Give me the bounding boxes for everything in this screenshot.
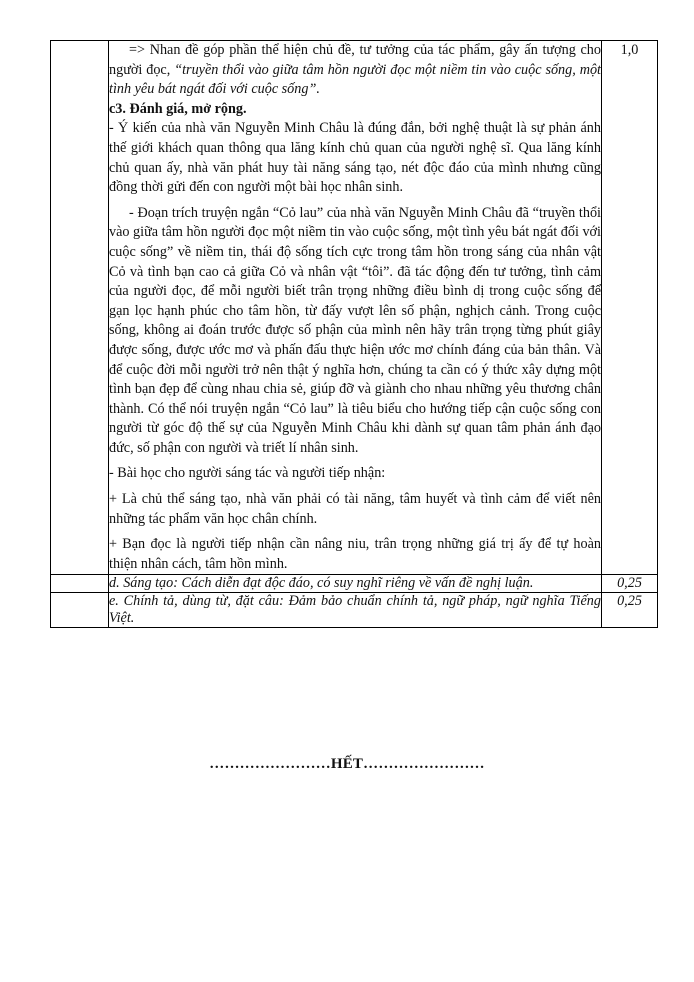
conclusion-quote: “truyền thổi vào giữa tâm hồn người đọc một niềm tin vào cuộc sống, một tình yêu bát ngát đối với cuộc sống”. bbox=[109, 61, 601, 98]
lesson-heading: - Bài học cho người sáng tác và người tiếp nhận: bbox=[109, 465, 386, 482]
spelling-criterion: e. Chính tả, dùng từ, đặt câu: Đảm bảo chuẩn chính tả, ngữ pháp, ngữ nghĩa Tiếng Việt. bbox=[109, 593, 601, 627]
end-marker: ……………………HẾT…………………… bbox=[209, 756, 485, 772]
spelling-score: 0,25 bbox=[602, 593, 658, 628]
empty-section-cell bbox=[51, 593, 109, 628]
section-heading: c3. Đánh giá, mở rộng. bbox=[109, 100, 247, 117]
answer-content-cell bbox=[109, 41, 602, 575]
creativity-row bbox=[51, 575, 658, 593]
spelling-row bbox=[51, 593, 658, 628]
evaluation-paragraph: - Ý kiến của nhà văn Nguyễn Minh Châu là đúng đắn, bởi nghệ thuật là sự phản ánh thế giới khách quan thông qua lăng kính chủ quan của người nghệ sĩ. Qua lăng kính chủ quan ấy, nhà văn phát huy tài năng sáng tạo, nét độc đáo của mình nhưng cũng đồng thời gửi đến con người một bài học nhân sinh. bbox=[109, 120, 601, 196]
conclusion-lead: => Nhan đề góp phần thể hiện chủ đề, tư tưởng của tác phẩm, gây ấn tượng cho người đọc, bbox=[109, 42, 601, 78]
creativity-criterion: d. Sáng tạo: Cách diễn đạt độc đáo, có suy nghĩ riêng về vấn đề nghị luận. bbox=[109, 575, 602, 593]
conclusion-paragraph bbox=[109, 41, 601, 100]
empty-section-cell bbox=[51, 575, 109, 593]
empty-section-cell bbox=[51, 41, 109, 575]
lesson-author: + Là chủ thể sáng tạo, nhà văn phải có tài năng, tâm huyết và tình cảm để viết nên những tác phẩm văn học chân chính. bbox=[109, 491, 601, 527]
expansion-paragraph: - Đoạn trích truyện ngắn “Cỏ lau” của nhà văn Nguyễn Minh Châu đã “truyền thổi vào giữa tâm hồn người đọc một niềm tin vào cuộc sống, một tình yêu bát ngát đối với cuộc sống” về niềm tin, thái độ sống tích cực trong tâm hồn trong sáng của nhân vật Cỏ và tình bạn cao cả giữa Cỏ và nhân vật “tôi”. đã tác động đến tư tưởng, tình cảm của người đọc, để mỗi người biết trân trọng những điều bình dị trong cuộc sống để gạn lọc hạnh phúc cho tâm hồn, từ đấy vượt lên số phận, nghịch cảnh. Trong cuộc sống, không ai đoán trước được số phận của mình nên hãy trân trọng từng phút giây được sống, được ước mơ và phấn đấu thực hiện ước mơ chính đáng của bản thân. Và để cuộc đời mỗi người trở nên thật ý nghĩa hơn, chúng ta cần có ý thức xây dựng một tình bạn đẹp để cùng nhau chia sẻ, giúp đỡ và giành cho nhau những yêu thương chân thành. Có thể nói truyện ngắn “Cỏ lau” là tiêu biểu cho hướng tiếp cận cuộc sống con người từ góc độ thế sự của Nguyễn Minh Châu khi dành sự quan tâm phản ánh đạo đức, số phận con người và triết lí nhân sinh. bbox=[109, 204, 601, 456]
main-row bbox=[51, 41, 658, 575]
creativity-score: 0,25 bbox=[602, 575, 658, 593]
score-cell: 1,0 bbox=[602, 41, 658, 575]
lesson-reader: + Bạn đọc là người tiếp nhận cần nâng niu, trân trọng những giá trị ấy để tự hoàn thiện nhân cách, tâm hồn mình. bbox=[109, 536, 601, 572]
grading-table bbox=[50, 40, 658, 628]
